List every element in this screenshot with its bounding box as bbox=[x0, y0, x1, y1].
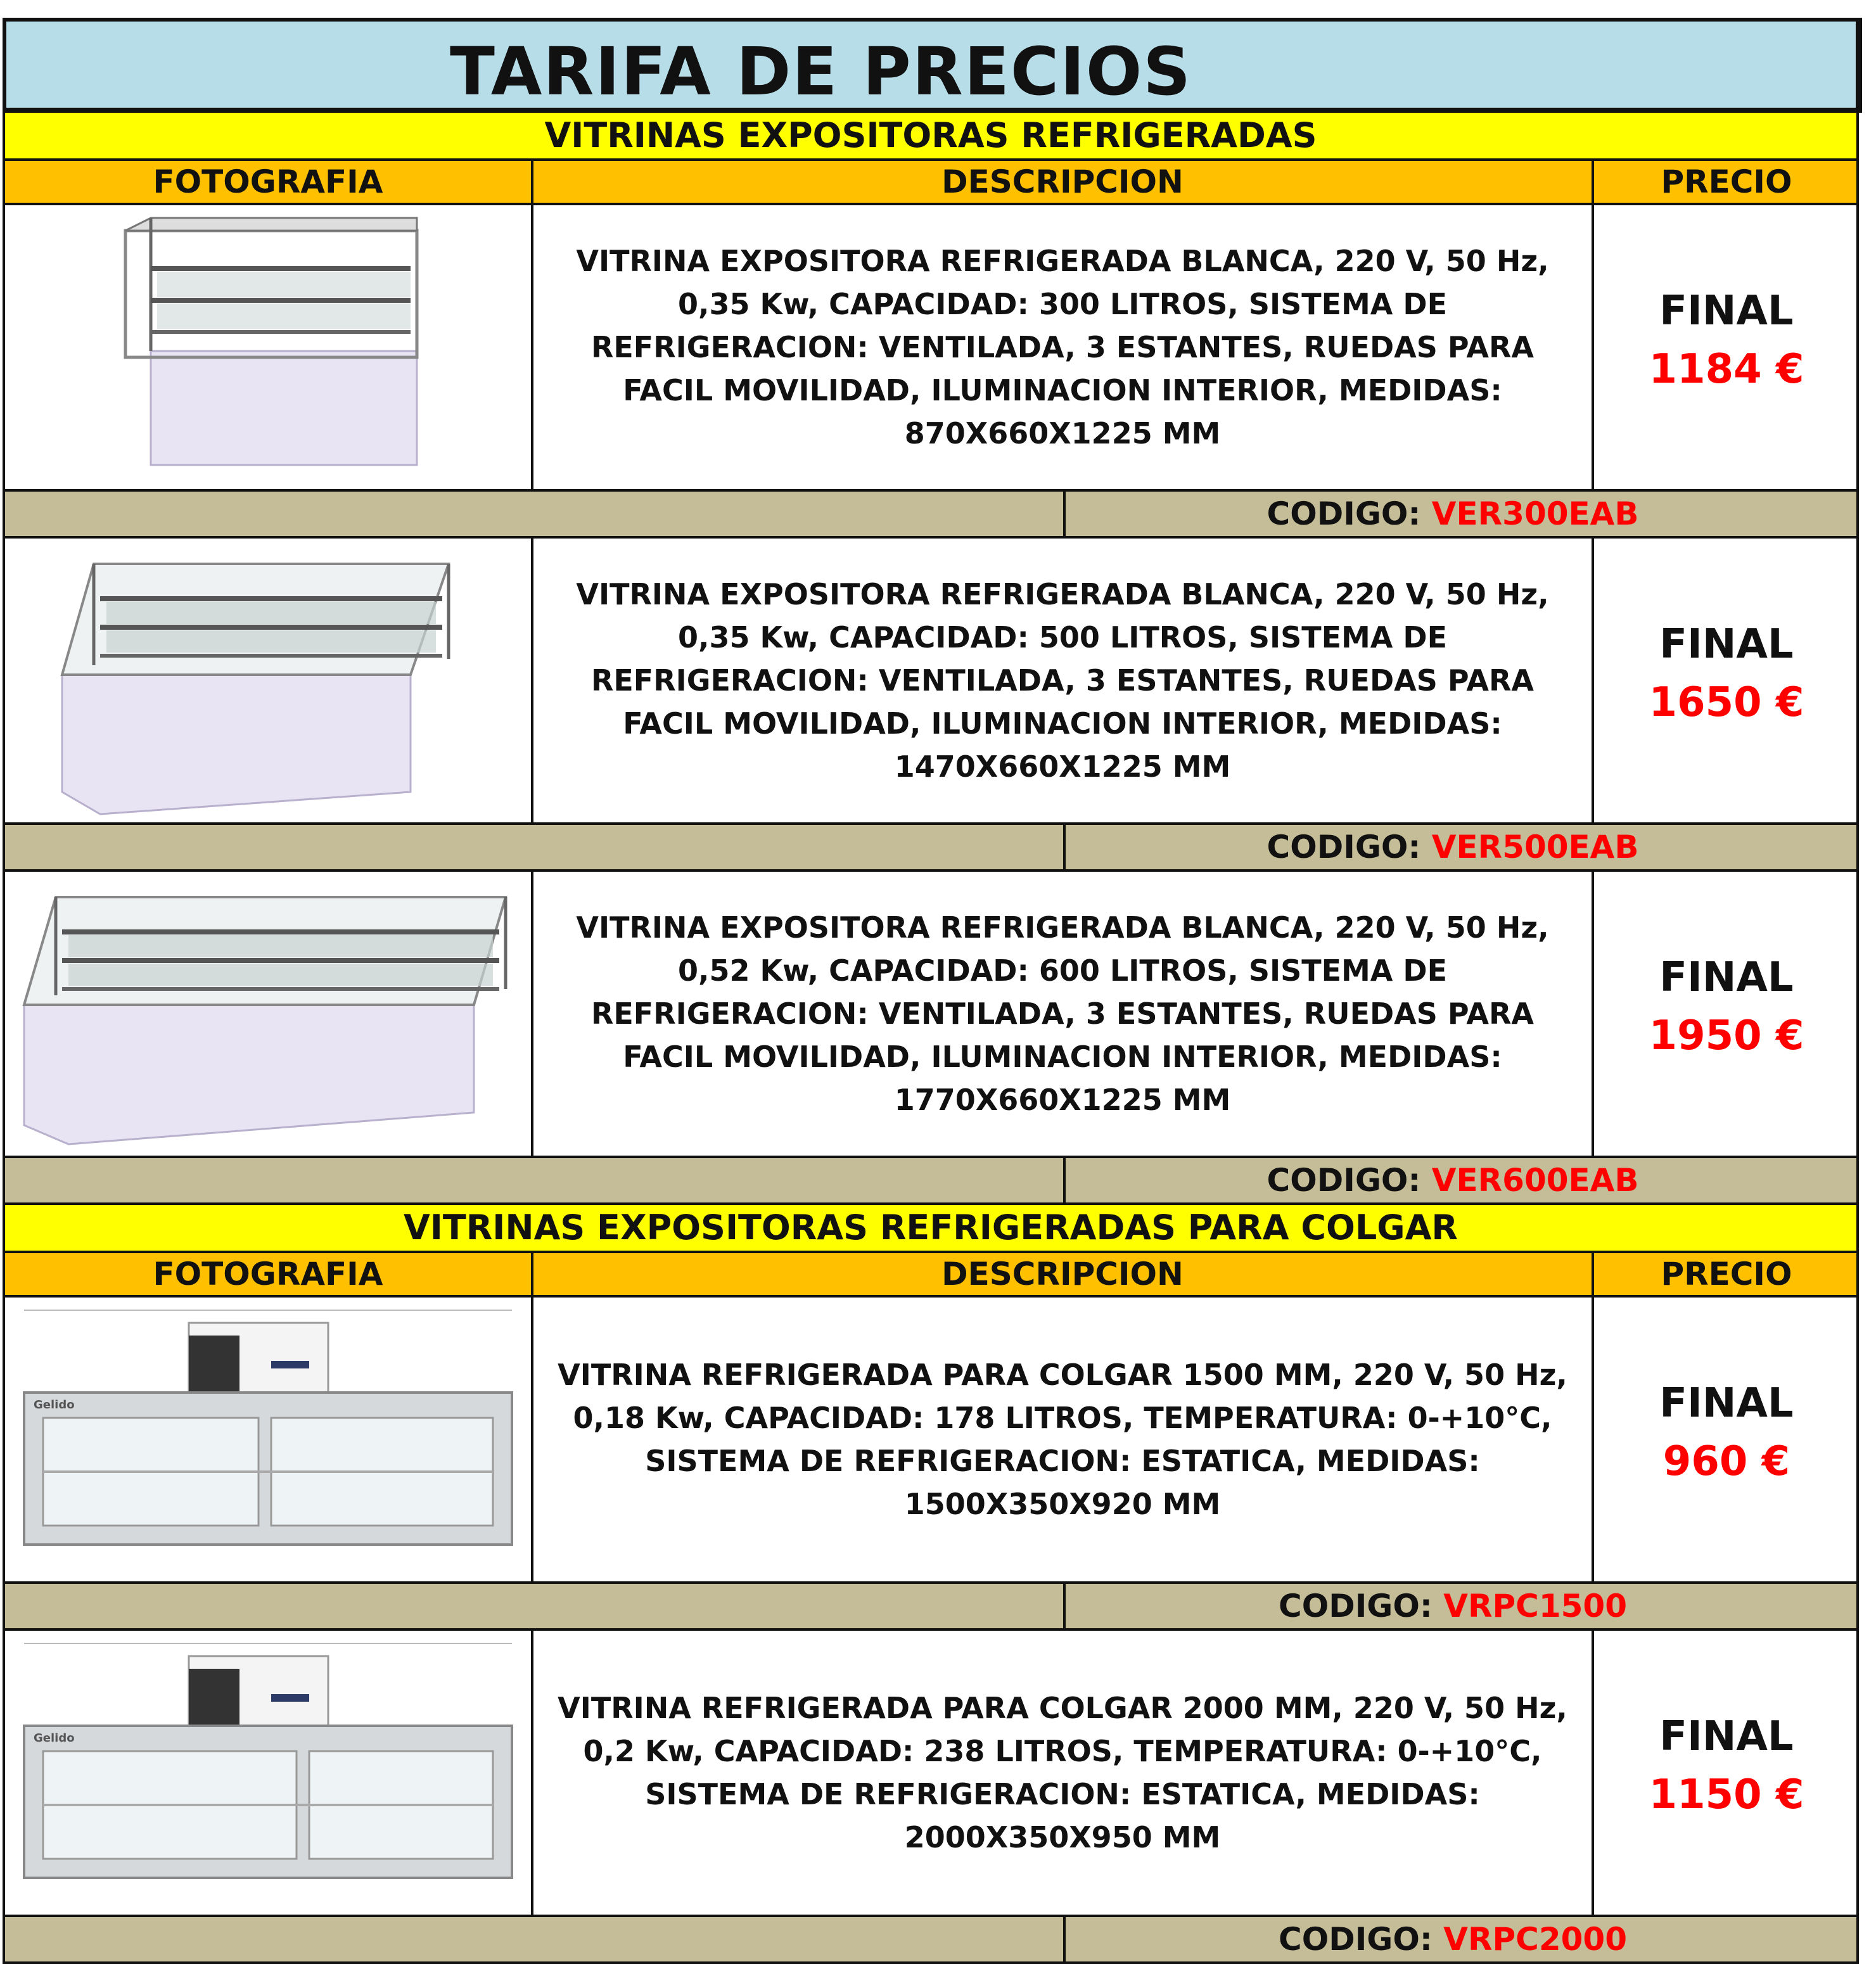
table-row bbox=[3, 539, 1859, 825]
table-row bbox=[3, 1298, 1859, 1584]
price-value: 1184 € bbox=[1649, 346, 1804, 393]
code-label: CODIGO: bbox=[1267, 495, 1421, 532]
header-price: PRECIO bbox=[1661, 1256, 1792, 1292]
code-value: VER600EAB bbox=[1431, 1162, 1639, 1199]
price-value: 1150 € bbox=[1649, 1771, 1804, 1818]
code-label: CODIGO: bbox=[1279, 1921, 1433, 1958]
product-photo-showcase-medium bbox=[5, 539, 533, 822]
code-row bbox=[3, 825, 1859, 872]
code-row bbox=[3, 492, 1859, 539]
table-row bbox=[3, 872, 1859, 1158]
price-value: 1650 € bbox=[1649, 679, 1804, 726]
price-value: 960 € bbox=[1662, 1438, 1790, 1485]
table-row bbox=[3, 205, 1859, 492]
product-description: VITRINA REFRIGERADA PARA COLGAR 1500 MM, 220 V, 50 Hz, 0,18 Kw, CAPACIDAD: 178 LITROS, TEMPERATURA: 0-+10°C, SISTEMA DE REFRIGERACION: ESTATICA, MEDIDAS: 1500X350X920 MM bbox=[533, 1298, 1594, 1581]
section-heading: VITRINAS EXPOSITORAS REFRIGERADAS PARA COLGAR bbox=[3, 1205, 1859, 1253]
header-price: PRECIO bbox=[1661, 163, 1792, 200]
code-label: CODIGO: bbox=[1267, 1162, 1421, 1199]
table-header bbox=[3, 1253, 1859, 1298]
product-code bbox=[1063, 492, 1859, 536]
code-value: VRPC2000 bbox=[1443, 1921, 1627, 1958]
price-label: FINAL bbox=[1659, 954, 1794, 1001]
price-value: 1950 € bbox=[1649, 1012, 1804, 1059]
header-description: DESCRIPCION bbox=[533, 1253, 1594, 1295]
code-value: VER300EAB bbox=[1431, 495, 1639, 532]
product-code bbox=[1063, 1917, 1859, 1961]
code-row bbox=[3, 1917, 1859, 1964]
product-code bbox=[1063, 1584, 1859, 1628]
code-label: CODIGO: bbox=[1279, 1588, 1433, 1624]
price-label: FINAL bbox=[1659, 1713, 1794, 1760]
product-photo-hanging-cabinet-1500 bbox=[5, 1298, 533, 1581]
price-label: FINAL bbox=[1659, 1380, 1794, 1427]
product-description: VITRINA REFRIGERADA PARA COLGAR 2000 MM, 220 V, 50 Hz, 0,2 Kw, CAPACIDAD: 238 LITROS, TEMPERATURA: 0-+10°C, SISTEMA DE REFRIGERACION: ESTATICA, MEDIDAS: 2000X350X950 MM bbox=[533, 1631, 1594, 1915]
table-header bbox=[3, 161, 1859, 205]
code-value: VRPC1500 bbox=[1443, 1588, 1627, 1624]
header-photo: FOTOGRAFIA bbox=[5, 1253, 533, 1295]
product-description: VITRINA EXPOSITORA REFRIGERADA BLANCA, 220 V, 50 Hz, 0,35 Kw, CAPACIDAD: 300 LITROS, SISTEMA DE REFRIGERACION: VENTILADA, 3 ESTANTES, RUEDAS PARA FACIL MOVILIDAD, ILUMINACION INTERIOR, MEDIDAS: 870X660X1225 MM bbox=[533, 205, 1594, 489]
page-title: TARIFA DE PRECIOS bbox=[450, 33, 1192, 110]
code-label: CODIGO: bbox=[1267, 829, 1421, 865]
table-row bbox=[3, 1631, 1859, 1917]
product-description: VITRINA EXPOSITORA REFRIGERADA BLANCA, 220 V, 50 Hz, 0,52 Kw, CAPACIDAD: 600 LITROS, SISTEMA DE REFRIGERACION: VENTILADA, 3 ESTANTES, RUEDAS PARA FACIL MOVILIDAD, ILUMINACION INTERIOR, MEDIDAS: 1770X660X1225 MM bbox=[533, 872, 1594, 1156]
page-title-bar bbox=[3, 18, 1862, 113]
code-row bbox=[3, 1158, 1859, 1205]
product-code bbox=[1063, 825, 1859, 869]
price-cell bbox=[1594, 205, 1859, 489]
header-description: DESCRIPCION bbox=[533, 161, 1594, 203]
svg-text:Gelido: Gelido bbox=[34, 1398, 75, 1412]
section-heading: VITRINAS EXPOSITORAS REFRIGERADAS bbox=[3, 113, 1859, 161]
price-cell bbox=[1594, 1298, 1859, 1581]
price-cell bbox=[1594, 872, 1859, 1156]
price-label: FINAL bbox=[1659, 288, 1794, 335]
header-photo: FOTOGRAFIA bbox=[5, 161, 533, 203]
price-cell bbox=[1594, 539, 1859, 822]
code-row bbox=[3, 1584, 1859, 1631]
price-label: FINAL bbox=[1659, 621, 1794, 668]
code-value: VER500EAB bbox=[1431, 829, 1639, 865]
product-photo-showcase-large bbox=[5, 872, 533, 1156]
product-code bbox=[1063, 1158, 1859, 1202]
product-description: VITRINA EXPOSITORA REFRIGERADA BLANCA, 220 V, 50 Hz, 0,35 Kw, CAPACIDAD: 500 LITROS, SISTEMA DE REFRIGERACION: VENTILADA, 3 ESTANTES, RUEDAS PARA FACIL MOVILIDAD, ILUMINACION INTERIOR, MEDIDAS: 1470X660X1225 MM bbox=[533, 539, 1594, 822]
product-photo-showcase-small bbox=[5, 205, 533, 489]
product-photo-hanging-cabinet-2000 bbox=[5, 1631, 533, 1915]
price-cell bbox=[1594, 1631, 1859, 1915]
svg-text:Gelido: Gelido bbox=[34, 1731, 75, 1745]
